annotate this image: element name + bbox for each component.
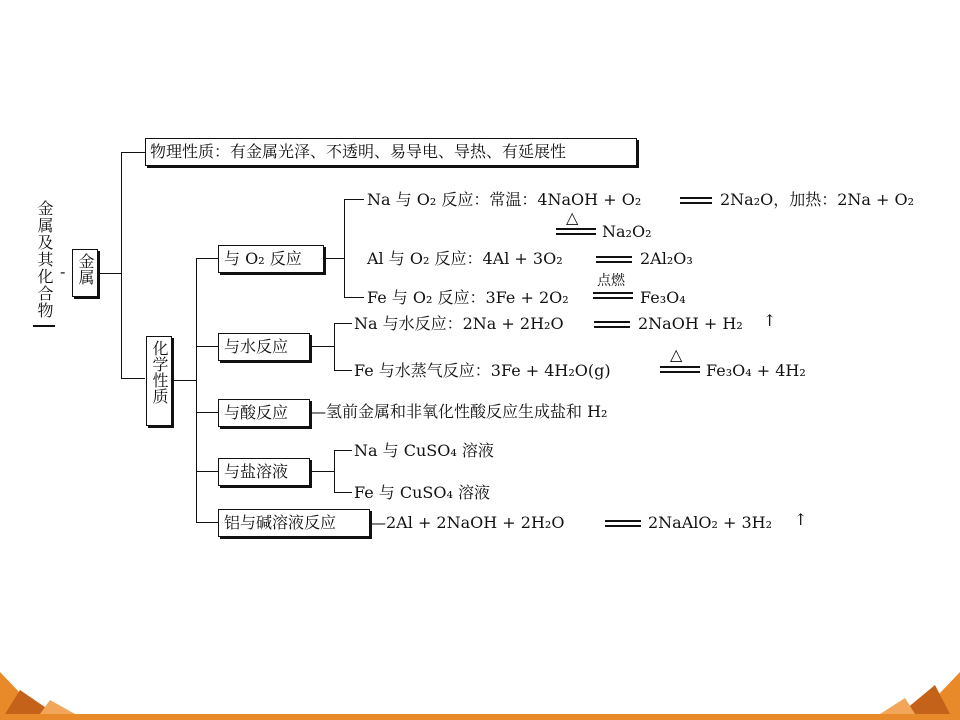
- branch-base-label: 铝与碱溶液反应: [224, 513, 337, 532]
- o2-al-product: 2Al₂O₃: [640, 249, 693, 268]
- base-prefix: —2Al + 2NaOH + 2H₂O: [370, 513, 565, 532]
- salt-na: Na 与 CuSO₄ 溶液: [354, 441, 494, 460]
- o2-na-prefix: Na 与 O₂ 反应：常温：4NaOH + O₂: [367, 190, 642, 209]
- physical-text: 物理性质：有金属光泽、不透明、易导电、导热、有延展性: [150, 142, 567, 161]
- water-fe-product: Fe₃O₄ + 4H₂: [706, 361, 806, 380]
- water-fe-condition: △: [670, 345, 683, 364]
- chemical-text: 化学性质: [150, 340, 169, 404]
- o2-na-mid: 2Na₂O，加热：2Na + O₂: [720, 190, 915, 209]
- salt-fe: Fe 与 CuSO₄ 溶液: [354, 483, 490, 502]
- o2-na-product: Na₂O₂: [602, 222, 652, 241]
- o2-fe-product: Fe₃O₄: [640, 288, 686, 307]
- branch-water-label: 与水反应: [224, 337, 289, 356]
- root-dash: -: [60, 262, 66, 281]
- acid-text: —氢前金属和非氧化性酸反应生成盐和 H₂: [310, 402, 608, 421]
- corner-triangle-left: [40, 700, 75, 714]
- o2-al-prefix: Al 与 O₂ 反应：4Al + 3O₂: [367, 249, 563, 268]
- water-na-prefix: Na 与水反应：2Na + 2H₂O: [354, 314, 564, 333]
- o2-na-condition: △: [566, 208, 579, 227]
- branch-o2-label: 与 O₂ 反应: [224, 249, 302, 268]
- metal-text: 金属: [76, 253, 95, 285]
- root-text: 金属及其化合物: [35, 200, 54, 319]
- water-fe-prefix: Fe 与水蒸气反应：3Fe + 4H₂O(g): [354, 361, 611, 380]
- up-arrow-icon: ↑: [763, 311, 777, 330]
- up-arrow-icon: ↑: [794, 510, 808, 529]
- base-product: 2NaAlO₂ + 3H₂: [648, 513, 773, 532]
- bottom-bar: [0, 714, 960, 720]
- branch-acid-label: 与酸反应: [224, 403, 289, 422]
- water-na-product: 2NaOH + H₂: [638, 314, 743, 333]
- branch-salt-label: 与盐溶液: [224, 462, 289, 481]
- corner-triangle-right: [880, 698, 915, 714]
- o2-fe-prefix: Fe 与 O₂ 反应：3Fe + 2O₂: [367, 288, 569, 307]
- o2-fe-condition: 点燃: [597, 273, 625, 289]
